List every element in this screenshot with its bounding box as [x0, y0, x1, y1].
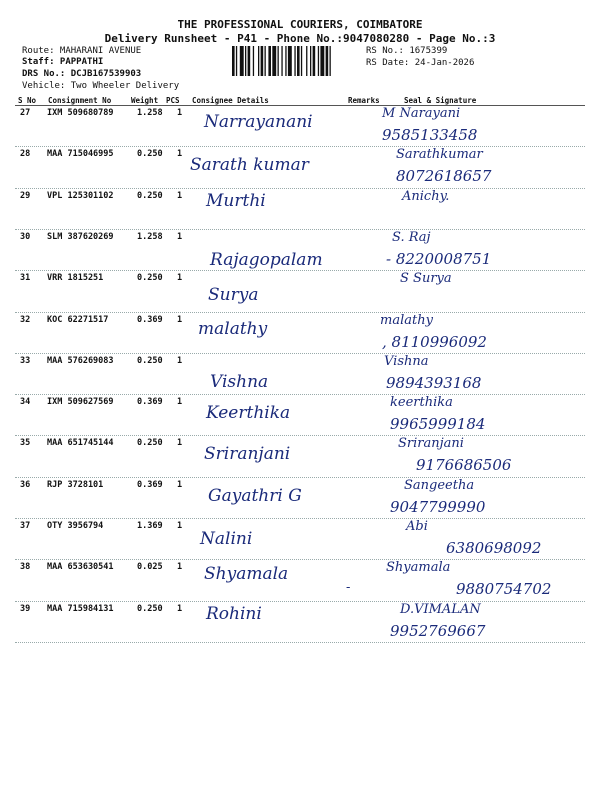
- row-weight: 0.250: [137, 273, 163, 284]
- row-phone: 9880754702: [456, 580, 552, 599]
- row-phone: 9952769667: [390, 621, 486, 640]
- row-signature: Vishna: [384, 353, 429, 369]
- row-phone: 9894393168: [386, 373, 482, 392]
- row-consignee-name: Murthi: [206, 190, 266, 211]
- col-remarks: Remarks: [348, 96, 380, 105]
- row-signature: Anichy.: [402, 188, 450, 204]
- row-sno: 27: [20, 108, 31, 118]
- staff-label: Staff: PAPPATHI: [22, 57, 104, 67]
- barcode-bar: [320, 46, 324, 76]
- row-signature: Sriranjani: [398, 436, 464, 452]
- row-phone: 9585133458: [382, 126, 478, 144]
- barcode-bar: [288, 46, 292, 76]
- row-consignee-name: Narrayanani: [204, 112, 313, 132]
- row-sno: 29: [20, 190, 31, 201]
- barcode-bar: [278, 46, 279, 76]
- col-seal: Seal & Signature: [404, 96, 477, 105]
- row-sno: 31: [20, 273, 31, 284]
- row-consignee-name: Vishna: [210, 371, 269, 392]
- row-divider: [15, 435, 585, 436]
- barcode-bar: [232, 46, 235, 76]
- row-signature: S Surya: [400, 271, 452, 287]
- row-consignment: MAA 715984131: [47, 603, 114, 614]
- barcode-bar: [301, 46, 302, 76]
- row-divider: [15, 270, 585, 271]
- barcode-bar: [236, 46, 237, 76]
- row-consignment: IXM 509680789: [47, 108, 114, 118]
- barcode-bar: [245, 46, 246, 76]
- row-pcs: 1: [177, 231, 183, 242]
- row-divider: [15, 312, 585, 313]
- barcode-bar: [281, 46, 282, 76]
- row-signature: Shyamala: [386, 560, 451, 576]
- row-sno: 32: [20, 314, 31, 325]
- row-sno: 36: [20, 479, 31, 490]
- row-divider: [15, 559, 585, 560]
- col-pcs: PCS: [166, 96, 180, 105]
- row-weight: 1.369: [137, 521, 163, 531]
- row-phone: 8072618657: [396, 167, 492, 186]
- row-pcs: 1: [177, 479, 183, 490]
- row-divider: [15, 188, 585, 189]
- col-weight: Weight: [131, 96, 159, 105]
- row-remark: -: [346, 580, 351, 596]
- col-consignment: Consignment No: [48, 96, 112, 105]
- row-consignment: OTY 3956794: [47, 521, 104, 531]
- row-divider: [15, 642, 585, 643]
- route-label: Route: MAHARANI AVENUE: [22, 46, 142, 56]
- page-subtitle: Delivery Runsheet - P41 - Phone No.:9047080280 - Page No.:3: [104, 32, 496, 45]
- barcode-bar: [326, 46, 329, 76]
- row-weight: 0.369: [137, 397, 163, 408]
- row-phone: 9176686506: [416, 456, 512, 475]
- barcode: [232, 46, 362, 76]
- barcode-bar: [261, 46, 264, 76]
- row-weight: 0.025: [137, 562, 163, 573]
- row-sno: 38: [20, 562, 31, 573]
- row-consignment: KOC 62271517: [47, 314, 109, 325]
- row-pcs: 1: [177, 603, 183, 614]
- row-consignment: MAA 653630541: [47, 562, 114, 573]
- barcode-bar: [330, 46, 331, 76]
- row-pcs: 1: [177, 273, 183, 284]
- row-phone: 6380698092: [446, 539, 542, 557]
- row-consignee-name: Keerthika: [206, 403, 291, 424]
- row-pcs: 1: [177, 562, 183, 573]
- barcode-bar: [272, 46, 276, 76]
- row-signature: M Narayani: [382, 106, 461, 121]
- row-phone: 9965999184: [390, 415, 486, 434]
- row-consignment: RJP 3728101: [47, 479, 104, 490]
- row-consignee-name: Sriranjani: [204, 444, 291, 465]
- row-signature: S. Raj: [392, 229, 431, 245]
- row-pcs: 1: [177, 190, 183, 201]
- row-weight: 0.250: [137, 190, 163, 201]
- row-phone: - 8220008751: [386, 249, 492, 268]
- row-divider: [15, 601, 585, 602]
- barcode-bar: [285, 46, 286, 76]
- row-phone: 9047799990: [390, 497, 486, 516]
- row-consignee-name: malathy: [198, 318, 268, 339]
- row-pcs: 1: [177, 108, 183, 118]
- row-sno: 30: [20, 231, 31, 242]
- row-sno: 34: [20, 397, 31, 408]
- barcode-bar: [310, 46, 311, 76]
- row-signature: D.VIMALAN: [400, 601, 481, 617]
- barcode-bar: [318, 46, 319, 76]
- row-pcs: 1: [177, 521, 183, 531]
- row-weight: 0.250: [137, 149, 163, 160]
- row-weight: 0.250: [137, 355, 163, 366]
- row-consignment: VPL 125301102: [47, 190, 114, 201]
- row-pcs: 1: [177, 438, 183, 449]
- col-sno: S No: [18, 96, 37, 105]
- row-weight: 0.250: [137, 438, 163, 449]
- barcode-bar: [258, 46, 259, 76]
- row-consignee-name: Rohini: [206, 603, 262, 624]
- row-weight: 1.258: [137, 108, 163, 118]
- row-consignment: SLM 387620269: [47, 231, 114, 242]
- row-signature: Sangeetha: [404, 477, 475, 493]
- row-consignment: MAA 651745144: [47, 438, 114, 449]
- row-divider: [15, 353, 585, 354]
- row-consignee-name: Rajagopalam: [210, 249, 323, 270]
- drs-label: DRS No.: DCJB167539903: [22, 69, 142, 79]
- row-weight: 0.369: [137, 314, 163, 325]
- row-signature: Sarathkumar: [396, 147, 483, 163]
- row-sno: 35: [20, 438, 31, 449]
- row-divider: [15, 146, 585, 147]
- row-pcs: 1: [177, 397, 183, 408]
- barcode-bar: [265, 46, 266, 76]
- barcode-bar: [253, 46, 254, 76]
- row-sno: 39: [20, 603, 31, 614]
- row-pcs: 1: [177, 314, 183, 325]
- header-divider: [15, 105, 585, 106]
- row-sno: 28: [20, 149, 31, 160]
- row-consignment: MAA 715046995: [47, 149, 114, 160]
- barcode-bar: [240, 46, 244, 76]
- row-phone: , 8110996092: [382, 332, 487, 351]
- barcode-bar: [297, 46, 300, 76]
- row-consignment: MAA 576269083: [47, 355, 114, 366]
- col-consignee: Consignee Details: [192, 96, 269, 105]
- row-pcs: 1: [177, 149, 183, 160]
- barcode-bar: [248, 46, 251, 76]
- row-sno: 33: [20, 355, 31, 366]
- barcode-bar: [306, 46, 307, 76]
- row-weight: 0.250: [137, 603, 163, 614]
- row-consignee-name: Sarath kumar: [190, 155, 309, 176]
- barcode-bar: [268, 46, 271, 76]
- row-consignee-name: Nalini: [200, 529, 253, 549]
- row-consignment: IXM 509627569: [47, 397, 114, 408]
- row-consignee-name: Gayathri G: [208, 485, 302, 506]
- rs-number: RS No.: 1675399: [366, 46, 448, 56]
- row-signature: malathy: [380, 312, 433, 328]
- row-consignment: VRR 1815251: [47, 273, 104, 284]
- row-divider: [15, 229, 585, 230]
- barcode-bar: [313, 46, 316, 76]
- row-weight: 0.369: [137, 479, 163, 490]
- vehicle-label: Vehicle: Two Wheeler Delivery: [22, 81, 180, 91]
- page-title: THE PROFESSIONAL COURIERS, COIMBATORE: [177, 18, 423, 31]
- row-divider: [15, 477, 585, 478]
- row-consignee-name: Shyamala: [204, 564, 289, 585]
- row-consignee-name: Surya: [208, 285, 259, 306]
- row-sno: 37: [20, 521, 31, 531]
- rs-date: RS Date: 24-Jan-2026: [366, 58, 475, 68]
- row-signature: Abi: [406, 519, 428, 534]
- row-signature: keerthika: [390, 395, 453, 411]
- row-divider: [15, 394, 585, 395]
- row-divider: [15, 518, 585, 519]
- row-weight: 1.258: [137, 231, 163, 242]
- barcode-bar: [294, 46, 295, 76]
- row-pcs: 1: [177, 355, 183, 366]
